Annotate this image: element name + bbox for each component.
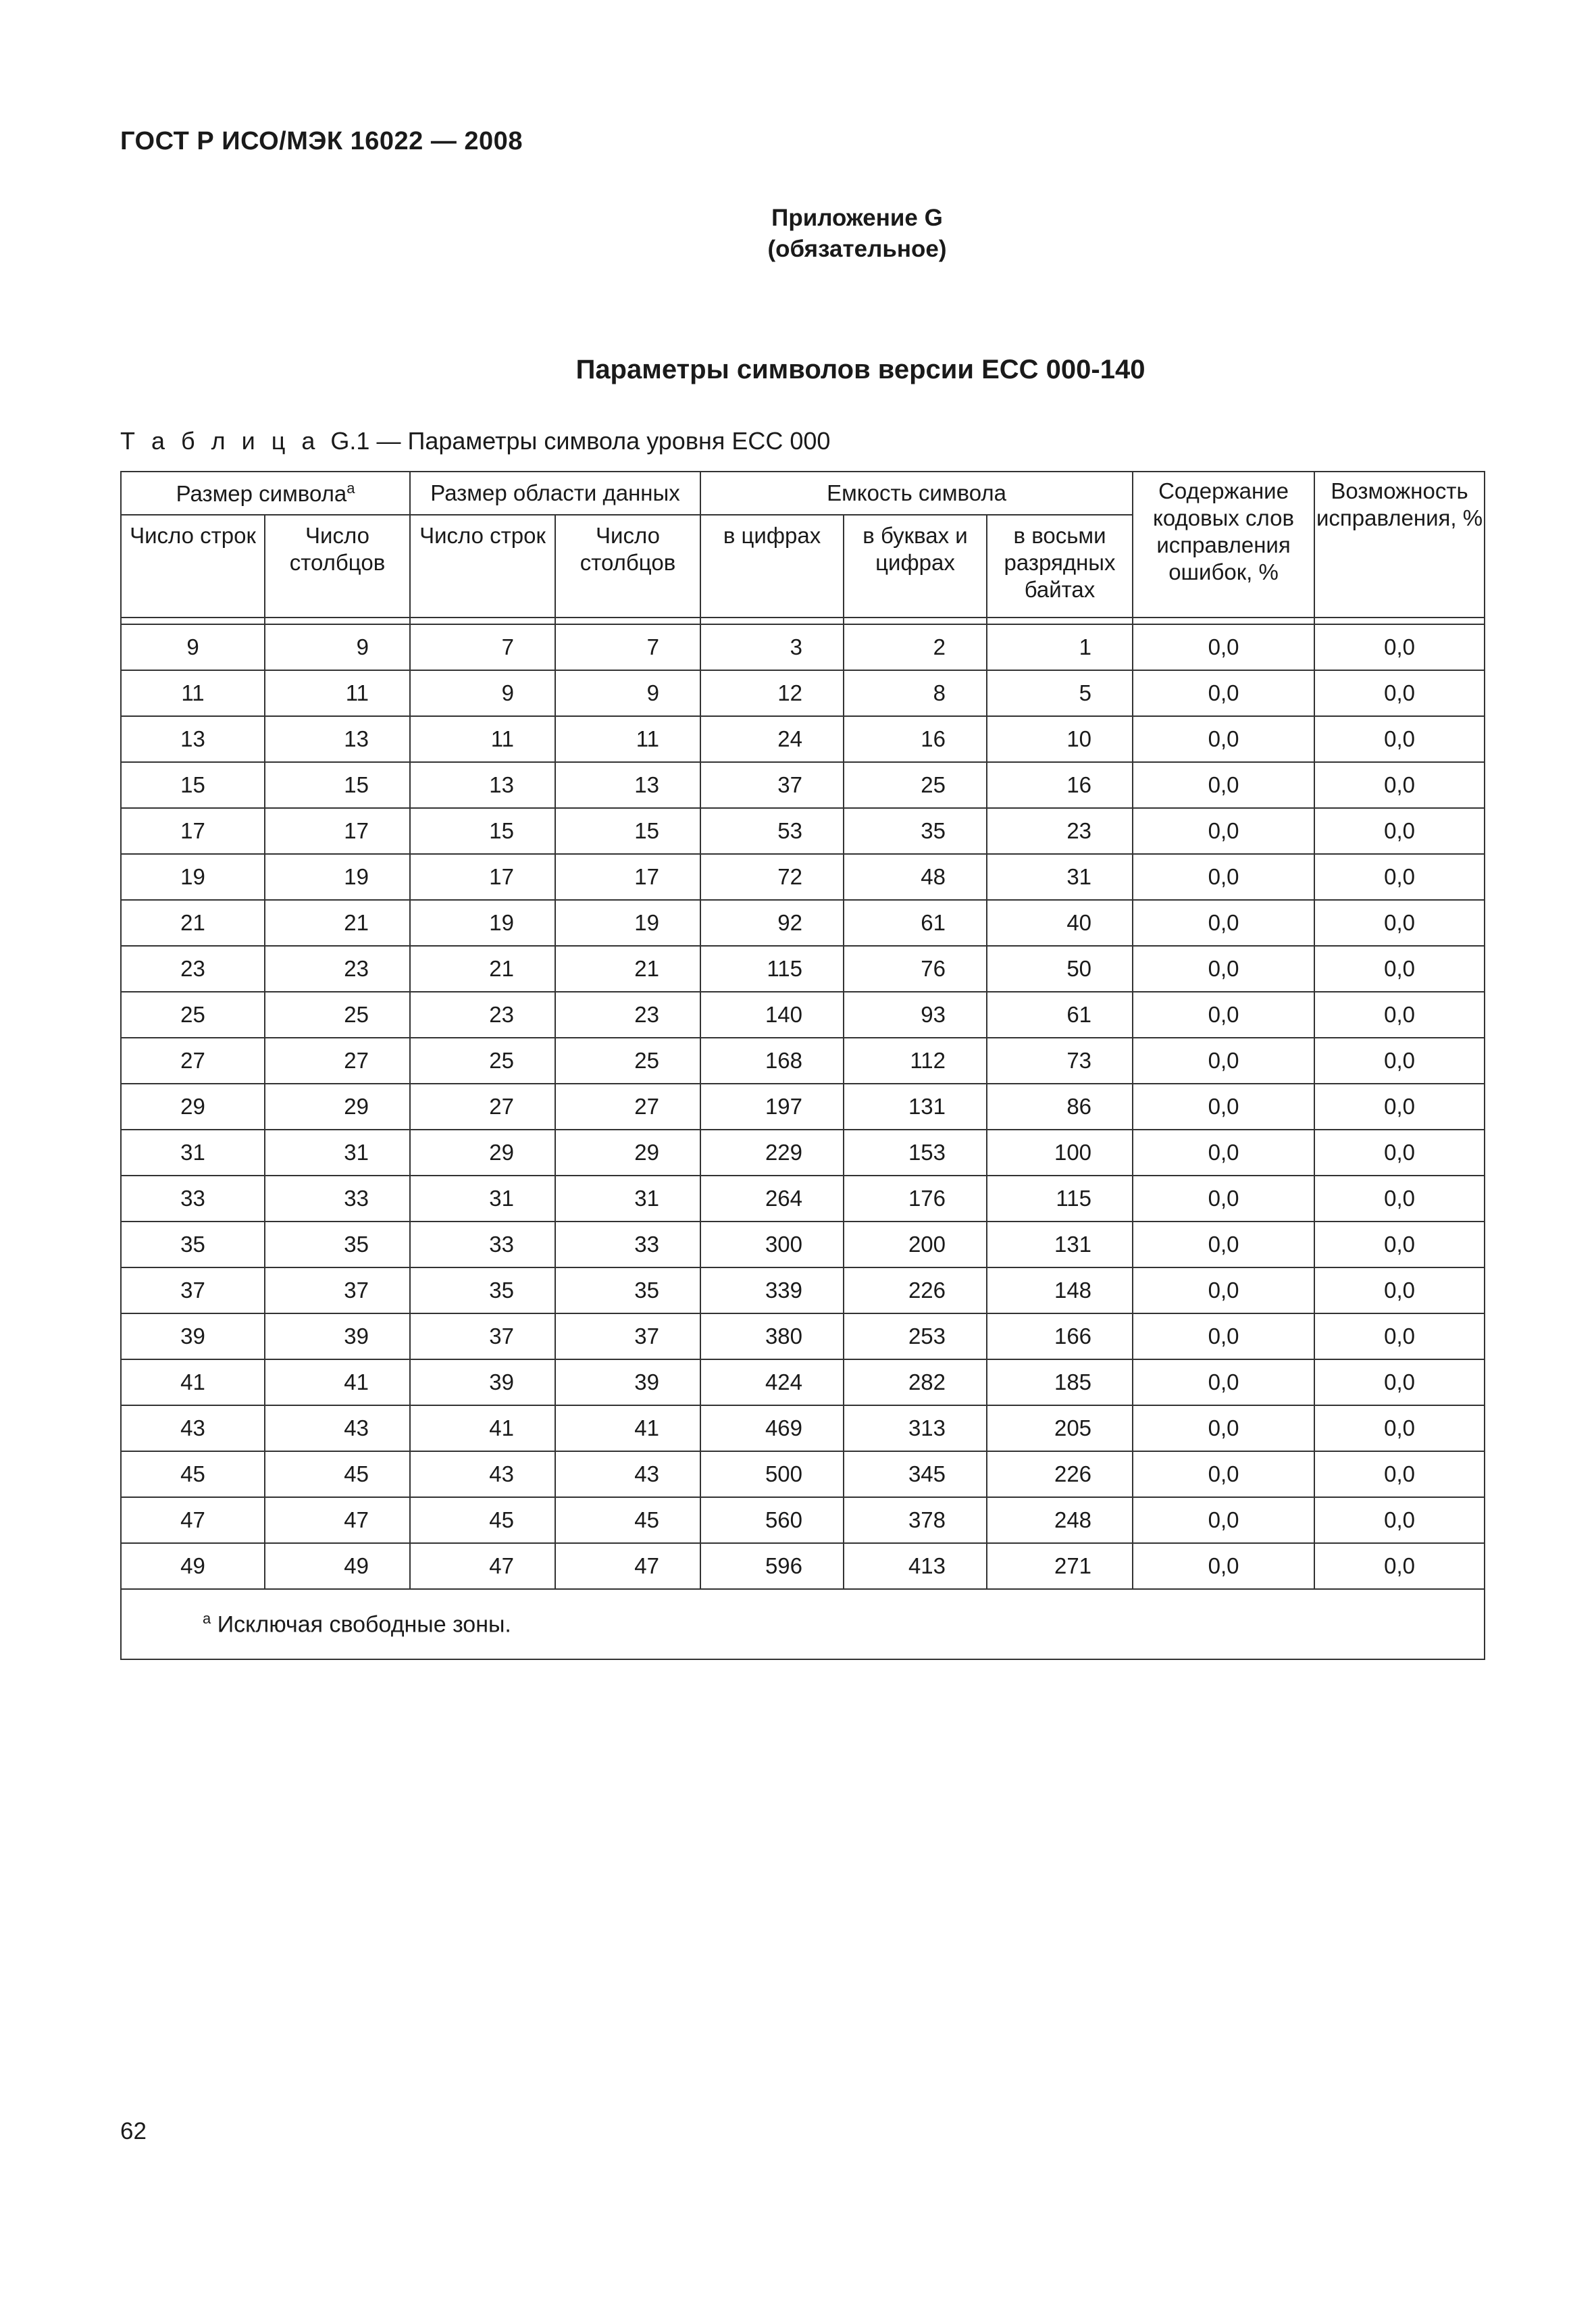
cell-bytes: 40 xyxy=(987,900,1133,946)
cell-data-cols: 39 xyxy=(555,1359,700,1405)
cell-data-cols: 19 xyxy=(555,900,700,946)
cell-data-rows: 21 xyxy=(410,946,555,992)
cell-data-rows: 45 xyxy=(410,1497,555,1543)
cell-data-rows: 35 xyxy=(410,1267,555,1313)
cell-cols: 27 xyxy=(265,1038,410,1084)
cell-cols: 11 xyxy=(265,670,410,716)
cell-data-cols: 17 xyxy=(555,854,700,900)
table-caption-text: G.1 — Параметры символа уровня ECC 000 xyxy=(330,427,831,455)
cell-data-rows: 37 xyxy=(410,1313,555,1359)
cell-data-cols: 9 xyxy=(555,670,700,716)
table-row xyxy=(121,1543,1485,1589)
cell-digits: 72 xyxy=(700,854,844,900)
cell-cols: 47 xyxy=(265,1497,410,1543)
cell-data-rows: 31 xyxy=(410,1176,555,1222)
cell-alnum: 176 xyxy=(844,1176,987,1222)
cell-correction: 0,0 xyxy=(1314,1405,1485,1451)
cell-codewords: 0,0 xyxy=(1133,1176,1314,1222)
cell-cols: 35 xyxy=(265,1222,410,1267)
table-row xyxy=(121,1038,1485,1084)
cell-digits: 140 xyxy=(700,992,844,1038)
cell-digits: 596 xyxy=(700,1543,844,1589)
cell-rows: 33 xyxy=(121,1176,265,1222)
cell-correction: 0,0 xyxy=(1314,992,1485,1038)
cell-digits: 424 xyxy=(700,1359,844,1405)
cell-correction: 0,0 xyxy=(1314,1038,1485,1084)
cell-correction: 0,0 xyxy=(1314,1176,1485,1222)
cell-correction: 0,0 xyxy=(1314,1222,1485,1267)
cell-digits: 115 xyxy=(700,946,844,992)
cell-codewords: 0,0 xyxy=(1133,762,1314,808)
cell-cols: 31 xyxy=(265,1130,410,1176)
cell-bytes: 205 xyxy=(987,1405,1133,1451)
cell-alnum: 313 xyxy=(844,1405,987,1451)
cell-alnum: 35 xyxy=(844,808,987,854)
cell-alnum: 345 xyxy=(844,1451,987,1497)
cell-bytes: 23 xyxy=(987,808,1133,854)
cell-digits: 339 xyxy=(700,1267,844,1313)
cell-alnum: 48 xyxy=(844,854,987,900)
header-digits: в цифрах xyxy=(700,515,844,618)
cell-digits: 197 xyxy=(700,1084,844,1130)
cell-rows: 31 xyxy=(121,1130,265,1176)
cell-digits: 53 xyxy=(700,808,844,854)
cell-cols: 33 xyxy=(265,1176,410,1222)
header-symbol-size: Размер символа$^a$ xyxy=(121,472,410,515)
header-capacity: Емкость символа xyxy=(700,472,1133,515)
cell-cols: 19 xyxy=(265,854,410,900)
cell-data-cols: 7 xyxy=(555,624,700,670)
cell-cols: 49 xyxy=(265,1543,410,1589)
table-row xyxy=(121,946,1485,992)
cell-correction: 0,0 xyxy=(1314,854,1485,900)
cell-rows: 47 xyxy=(121,1497,265,1543)
cell-alnum: 61 xyxy=(844,900,987,946)
cell-digits: 380 xyxy=(700,1313,844,1359)
cell-data-rows: 13 xyxy=(410,762,555,808)
cell-cols: 43 xyxy=(265,1405,410,1451)
cell-data-rows: 39 xyxy=(410,1359,555,1405)
cell-data-cols: 23 xyxy=(555,992,700,1038)
cell-bytes: 185 xyxy=(987,1359,1133,1405)
cell-data-cols: 11 xyxy=(555,716,700,762)
cell-data-rows: 23 xyxy=(410,992,555,1038)
cell-digits: 469 xyxy=(700,1405,844,1451)
cell-rows: 25 xyxy=(121,992,265,1038)
cell-data-rows: 29 xyxy=(410,1130,555,1176)
document-header: ГОСТ Р ИСО/МЭК 16022 — 2008 xyxy=(120,127,523,155)
cell-alnum: 282 xyxy=(844,1359,987,1405)
cell-codewords: 0,0 xyxy=(1133,1267,1314,1313)
table-row xyxy=(121,624,1485,670)
table-row xyxy=(121,716,1485,762)
cell-data-cols: 29 xyxy=(555,1130,700,1176)
cell-alnum: 25 xyxy=(844,762,987,808)
cell-digits: 500 xyxy=(700,1451,844,1497)
cell-alnum: 200 xyxy=(844,1222,987,1267)
footnote xyxy=(121,1589,1485,1659)
cell-rows: 49 xyxy=(121,1543,265,1589)
cell-bytes: 148 xyxy=(987,1267,1133,1313)
cell-alnum: 226 xyxy=(844,1267,987,1313)
table-row xyxy=(121,762,1485,808)
group-header-row xyxy=(121,472,1485,515)
table-row xyxy=(121,670,1485,716)
cell-bytes: 10 xyxy=(987,716,1133,762)
cell-cols: 29 xyxy=(265,1084,410,1130)
header-data-rows: Число строк xyxy=(410,515,555,618)
cell-codewords: 0,0 xyxy=(1133,1084,1314,1130)
cell-digits: 168 xyxy=(700,1038,844,1084)
cell-digits: 37 xyxy=(700,762,844,808)
cell-bytes: 16 xyxy=(987,762,1133,808)
cell-data-rows: 15 xyxy=(410,808,555,854)
cell-alnum: 16 xyxy=(844,716,987,762)
cell-data-rows: 47 xyxy=(410,1543,555,1589)
cell-rows: 11 xyxy=(121,670,265,716)
cell-bytes: 166 xyxy=(987,1313,1133,1359)
cell-digits: 3 xyxy=(700,624,844,670)
header-bytes: в восьми разрядных байтах xyxy=(987,515,1133,618)
table-row xyxy=(121,808,1485,854)
cell-bytes: 5 xyxy=(987,670,1133,716)
cell-digits: 24 xyxy=(700,716,844,762)
cell-bytes: 61 xyxy=(987,992,1133,1038)
annex-heading xyxy=(0,203,1596,265)
cell-data-cols: 21 xyxy=(555,946,700,992)
cell-correction: 0,0 xyxy=(1314,946,1485,992)
cell-alnum: 8 xyxy=(844,670,987,716)
cell-codewords: 0,0 xyxy=(1133,946,1314,992)
cell-data-rows: 19 xyxy=(410,900,555,946)
cell-alnum: 93 xyxy=(844,992,987,1038)
table-row xyxy=(121,1405,1485,1451)
cell-data-rows: 17 xyxy=(410,854,555,900)
cell-correction: 0,0 xyxy=(1314,670,1485,716)
header-separator xyxy=(121,618,1485,624)
cell-codewords: 0,0 xyxy=(1133,992,1314,1038)
cell-alnum: 378 xyxy=(844,1497,987,1543)
cell-data-cols: 37 xyxy=(555,1313,700,1359)
table-row xyxy=(121,1084,1485,1130)
cell-correction: 0,0 xyxy=(1314,900,1485,946)
cell-bytes: 271 xyxy=(987,1543,1133,1589)
cell-rows: 39 xyxy=(121,1313,265,1359)
cell-correction: 0,0 xyxy=(1314,1359,1485,1405)
cell-rows: 41 xyxy=(121,1359,265,1405)
annex-status: (обязательное) xyxy=(767,236,947,262)
cell-alnum: 112 xyxy=(844,1038,987,1084)
cell-cols: 23 xyxy=(265,946,410,992)
footnote-marker: a xyxy=(203,1610,211,1628)
cell-rows: 13 xyxy=(121,716,265,762)
header-rows: Число строк xyxy=(121,515,265,618)
cell-codewords: 0,0 xyxy=(1133,808,1314,854)
cell-rows: 17 xyxy=(121,808,265,854)
cell-data-cols: 27 xyxy=(555,1084,700,1130)
table-row xyxy=(121,1451,1485,1497)
cell-rows: 43 xyxy=(121,1405,265,1451)
cell-data-rows: 7 xyxy=(410,624,555,670)
cell-cols: 41 xyxy=(265,1359,410,1405)
cell-data-cols: 13 xyxy=(555,762,700,808)
page-number: 62 xyxy=(120,2118,147,2144)
cell-rows: 45 xyxy=(121,1451,265,1497)
cell-alnum: 413 xyxy=(844,1543,987,1589)
cell-correction: 0,0 xyxy=(1314,1497,1485,1543)
cell-codewords: 0,0 xyxy=(1133,1222,1314,1267)
cell-rows: 21 xyxy=(121,900,265,946)
table-row xyxy=(121,854,1485,900)
cell-digits: 264 xyxy=(700,1176,844,1222)
header-alnum: в буквах и цифрах xyxy=(844,515,987,618)
cell-data-rows: 11 xyxy=(410,716,555,762)
cell-correction: 0,0 xyxy=(1314,1543,1485,1589)
cell-digits: 300 xyxy=(700,1222,844,1267)
cell-bytes: 115 xyxy=(987,1176,1133,1222)
cell-codewords: 0,0 xyxy=(1133,716,1314,762)
cell-data-rows: 43 xyxy=(410,1451,555,1497)
cell-rows: 19 xyxy=(121,854,265,900)
header-codewords: Содержание кодовых слов исправления ошибок, % xyxy=(1133,472,1314,618)
cell-rows: 15 xyxy=(121,762,265,808)
cell-cols: 13 xyxy=(265,716,410,762)
cell-correction: 0,0 xyxy=(1314,624,1485,670)
table-row xyxy=(121,1497,1485,1543)
cell-correction: 0,0 xyxy=(1314,1451,1485,1497)
table-row xyxy=(121,1313,1485,1359)
footnote-mark: a xyxy=(346,480,355,497)
cell-cols: 37 xyxy=(265,1267,410,1313)
cell-rows: 37 xyxy=(121,1267,265,1313)
cell-bytes: 131 xyxy=(987,1222,1133,1267)
cell-codewords: 0,0 xyxy=(1133,900,1314,946)
cell-bytes: 226 xyxy=(987,1451,1133,1497)
cell-data-rows: 25 xyxy=(410,1038,555,1084)
cell-alnum: 131 xyxy=(844,1084,987,1130)
cell-bytes: 86 xyxy=(987,1084,1133,1130)
table-row xyxy=(121,900,1485,946)
cell-rows: 35 xyxy=(121,1222,265,1267)
cell-bytes: 50 xyxy=(987,946,1133,992)
table-row xyxy=(121,1222,1485,1267)
header-cols: Число столбцов xyxy=(265,515,410,618)
cell-codewords: 0,0 xyxy=(1133,1497,1314,1543)
table-row xyxy=(121,1267,1485,1313)
cell-correction: 0,0 xyxy=(1314,716,1485,762)
cell-codewords: 0,0 xyxy=(1133,1451,1314,1497)
cell-cols: 45 xyxy=(265,1451,410,1497)
cell-codewords: 0,0 xyxy=(1133,1038,1314,1084)
cell-correction: 0,0 xyxy=(1314,1084,1485,1130)
cell-digits: 229 xyxy=(700,1130,844,1176)
cell-correction: 0,0 xyxy=(1314,1313,1485,1359)
cell-cols: 9 xyxy=(265,624,410,670)
cell-codewords: 0,0 xyxy=(1133,670,1314,716)
cell-correction: 0,0 xyxy=(1314,1267,1485,1313)
table-row xyxy=(121,1359,1485,1405)
table-row xyxy=(121,1130,1485,1176)
cell-rows: 23 xyxy=(121,946,265,992)
cell-data-rows: 27 xyxy=(410,1084,555,1130)
table-body xyxy=(121,624,1485,1589)
table-caption-prefix: Т а б л и ц а xyxy=(120,427,320,455)
cell-codewords: 0,0 xyxy=(1133,1130,1314,1176)
cell-alnum: 76 xyxy=(844,946,987,992)
cell-data-cols: 33 xyxy=(555,1222,700,1267)
footnote-text: Исключая свободные зоны. xyxy=(217,1611,511,1638)
cell-codewords: 0,0 xyxy=(1133,1405,1314,1451)
cell-data-cols: 45 xyxy=(555,1497,700,1543)
cell-bytes: 31 xyxy=(987,854,1133,900)
table-row xyxy=(121,992,1485,1038)
cell-codewords: 0,0 xyxy=(1133,1359,1314,1405)
footnote-row xyxy=(121,1589,1485,1659)
cell-alnum: 2 xyxy=(844,624,987,670)
cell-digits: 560 xyxy=(700,1497,844,1543)
symbol-parameters-table xyxy=(120,471,1485,1660)
table-caption xyxy=(120,427,830,455)
cell-data-cols: 43 xyxy=(555,1451,700,1497)
cell-data-rows: 41 xyxy=(410,1405,555,1451)
cell-codewords: 0,0 xyxy=(1133,854,1314,900)
cell-codewords: 0,0 xyxy=(1133,1313,1314,1359)
cell-bytes: 1 xyxy=(987,624,1133,670)
cell-data-cols: 47 xyxy=(555,1543,700,1589)
cell-data-cols: 15 xyxy=(555,808,700,854)
cell-bytes: 73 xyxy=(987,1038,1133,1084)
cell-data-cols: 31 xyxy=(555,1176,700,1222)
cell-digits: 12 xyxy=(700,670,844,716)
cell-correction: 0,0 xyxy=(1314,762,1485,808)
header-correction: Возможность исправления, % xyxy=(1314,472,1485,618)
cell-data-cols: 35 xyxy=(555,1267,700,1313)
cell-bytes: 248 xyxy=(987,1497,1133,1543)
cell-correction: 0,0 xyxy=(1314,808,1485,854)
cell-digits: 92 xyxy=(700,900,844,946)
cell-cols: 15 xyxy=(265,762,410,808)
cell-codewords: 0,0 xyxy=(1133,624,1314,670)
section-title: Параметры символов версии ECC 000-140 xyxy=(575,355,1145,384)
cell-alnum: 253 xyxy=(844,1313,987,1359)
cell-cols: 25 xyxy=(265,992,410,1038)
cell-data-rows: 9 xyxy=(410,670,555,716)
header-data-cols: Число столбцов xyxy=(555,515,700,618)
cell-cols: 17 xyxy=(265,808,410,854)
cell-data-cols: 41 xyxy=(555,1405,700,1451)
cell-alnum: 153 xyxy=(844,1130,987,1176)
cell-correction: 0,0 xyxy=(1314,1130,1485,1176)
cell-cols: 21 xyxy=(265,900,410,946)
header-data-area-size: Размер области данных xyxy=(410,472,700,515)
cell-data-rows: 33 xyxy=(410,1222,555,1267)
annex-title: Приложение G xyxy=(771,205,943,231)
cell-rows: 29 xyxy=(121,1084,265,1130)
cell-bytes: 100 xyxy=(987,1130,1133,1176)
cell-cols: 39 xyxy=(265,1313,410,1359)
cell-rows: 9 xyxy=(121,624,265,670)
cell-codewords: 0,0 xyxy=(1133,1543,1314,1589)
cell-data-cols: 25 xyxy=(555,1038,700,1084)
table-row xyxy=(121,1176,1485,1222)
cell-rows: 27 xyxy=(121,1038,265,1084)
